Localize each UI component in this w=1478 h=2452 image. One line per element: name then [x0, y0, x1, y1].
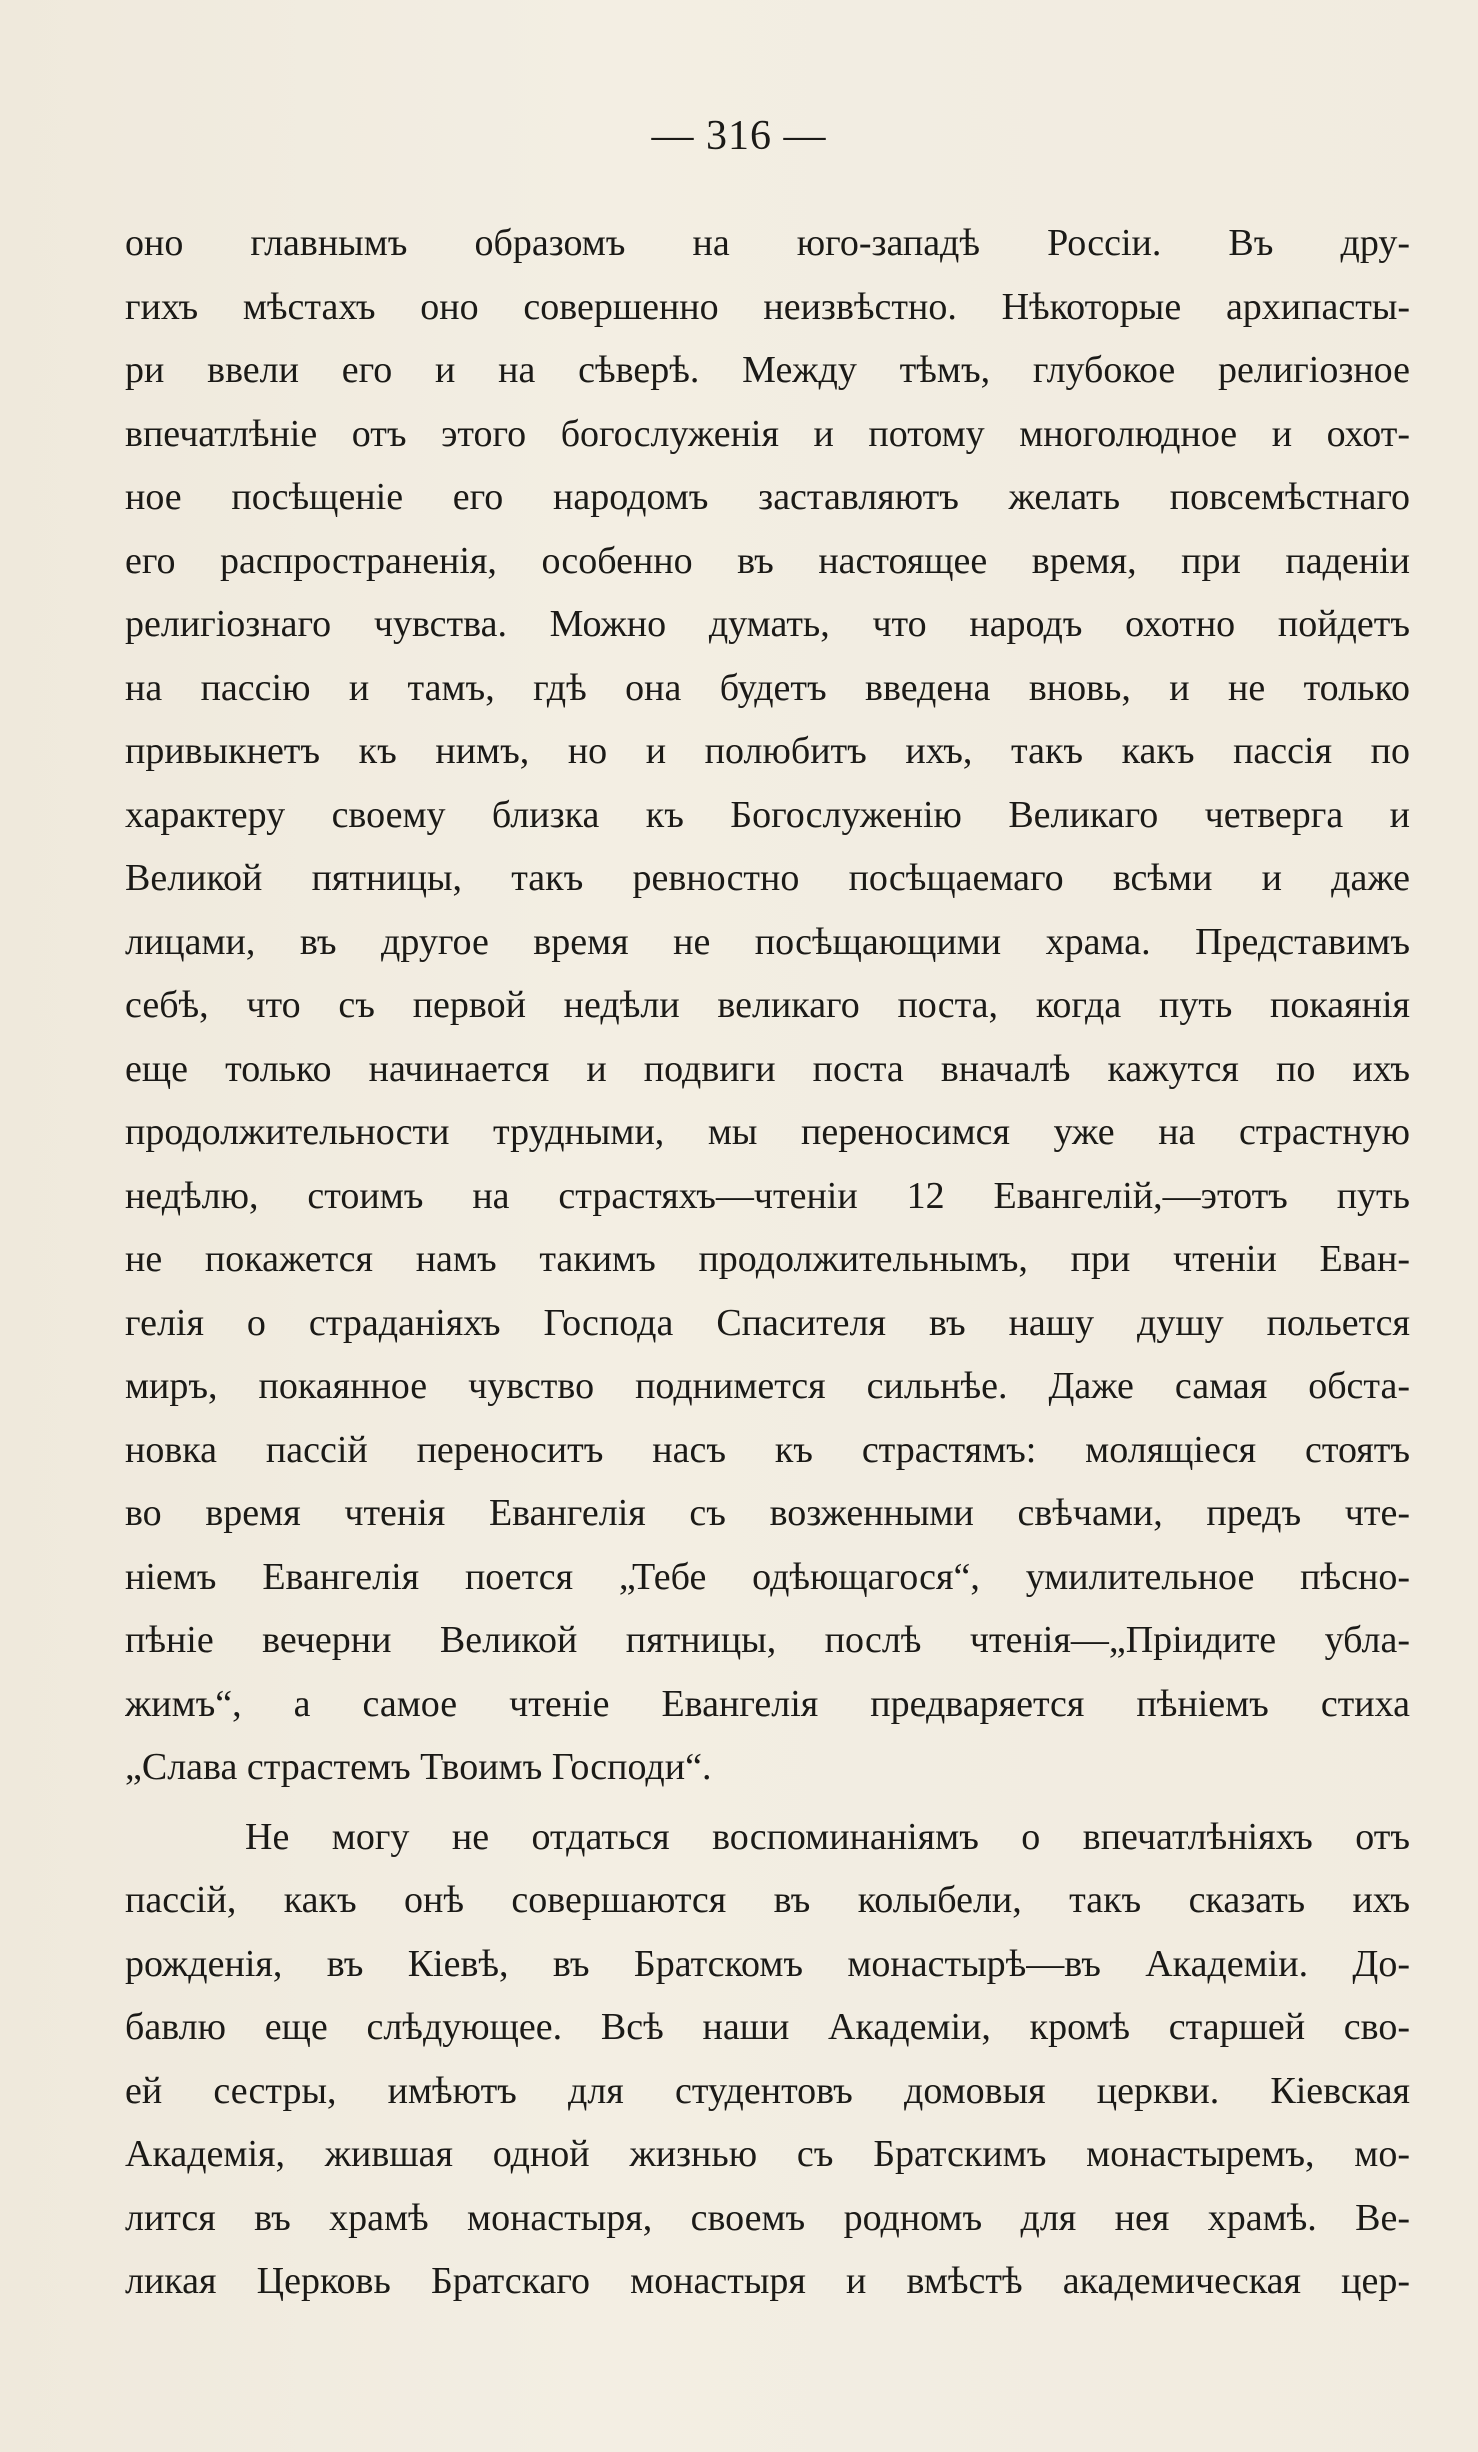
text-line: новка пассій переноситъ насъ къ страстямъ: молящіеся стоятъ	[125, 1428, 1410, 1471]
text-line: Академія, жившая одной жизнью съ Братскимъ монастыремъ, мо-	[125, 2133, 1410, 2175]
text-line: ное посѣщеніе его народомъ заставляютъ желать повсемѣстнаго	[125, 476, 1410, 518]
text-line: себѣ, что съ первой недѣли великаго поста, когда путь покаянія	[125, 984, 1410, 1026]
text-line: ніемъ Евангелія поется „Тебе одѣющагося“, умилительное пѣсно-	[125, 1555, 1410, 1598]
text-line: на пассію и тамъ, гдѣ она будетъ введена вновь, и не только	[125, 666, 1410, 709]
text-line: пассій, какъ онѣ совершаются въ колыбели, такъ сказать ихъ	[125, 1879, 1410, 1921]
paragraph-1	[125, 212, 1410, 1800]
text-line: жимъ“, а самое чтеніе Евангелія предваряется пѣніемъ стиха	[125, 1682, 1410, 1725]
text-line: привыкнетъ къ нимъ, но и полюбитъ ихъ, такъ какъ пассія по	[125, 730, 1410, 772]
text-line: Великой пятницы, такъ ревностно посѣщаемаго всѣми и даже	[125, 857, 1410, 899]
text-line: лицами, въ другое время не посѣщающими храма. Представимъ	[125, 920, 1410, 963]
body-text	[125, 212, 1410, 2314]
text-line: бавлю еще слѣдующее. Всѣ наши Академіи, кромѣ старшей сво-	[125, 2006, 1410, 2048]
paragraph-2	[125, 1806, 1410, 2314]
text-line: его распространенія, особенно въ настоящее время, при паденіи	[125, 539, 1410, 582]
text-line: впечатлѣніе отъ этого богослуженія и потому многолюдное и охот-	[125, 412, 1410, 455]
text-line: Не могу не отдаться воспоминаніямъ о впечатлѣніяхъ отъ	[245, 1815, 1410, 1858]
text-line: еще только начинается и подвиги поста вначалѣ кажутся по ихъ	[125, 1047, 1410, 1090]
text-line: рожденія, въ Кіевѣ, въ Братскомъ монастырѣ—въ Академіи. До-	[125, 1942, 1410, 1985]
text-line: лится въ храмѣ монастыря, своемъ родномъ для нея храмѣ. Ве-	[125, 2196, 1410, 2239]
page-number: — 316 —	[651, 113, 827, 159]
text-line: недѣлю, стоимъ на страстяхъ—чтеніи 12 Евангелій,—этотъ путь	[125, 1174, 1410, 1217]
text-line: ликая Церковь Братскаго монастыря и вмѣстѣ академическая цер-	[125, 2260, 1410, 2302]
text-line: религіознаго чувства. Можно думать, что народъ охотно пойдетъ	[125, 603, 1410, 645]
text-line: не покажется намъ такимъ продолжительнымъ, при чтеніи Еван-	[125, 1238, 1410, 1280]
text-line: миръ, покаянное чувство поднимется сильнѣе. Даже самая обста-	[125, 1365, 1410, 1407]
text-line: продолжительности трудными, мы переносимся уже на страстную	[125, 1111, 1410, 1153]
text-line: во время чтенія Евангелія съ возженными свѣчами, предъ чте-	[125, 1492, 1410, 1534]
text-line: ри ввели его и на сѣверѣ. Между тѣмъ, глубокое религіозное	[125, 349, 1410, 391]
text-line: гелія о страданіяхъ Господа Спасителя въ нашу душу польется	[125, 1301, 1410, 1344]
text-line: характеру своему близка къ Богослуженію Великаго четверга и	[125, 793, 1410, 836]
text-line: „Слава страстемъ Твоимъ Господи“.	[125, 1746, 712, 1788]
text-line: оно главнымъ образомъ на юго-западѣ Россіи. Въ дру-	[125, 222, 1410, 264]
text-line: гихъ мѣстахъ оно совершенно неизвѣстно. Нѣкоторые архипасты-	[125, 285, 1410, 328]
text-line: ей сестры, имѣютъ для студентовъ домовыя церкви. Кіевская	[125, 2069, 1410, 2112]
text-line: пѣніе вечерни Великой пятницы, послѣ чтенія—„Пріидите ублa-	[125, 1619, 1410, 1661]
